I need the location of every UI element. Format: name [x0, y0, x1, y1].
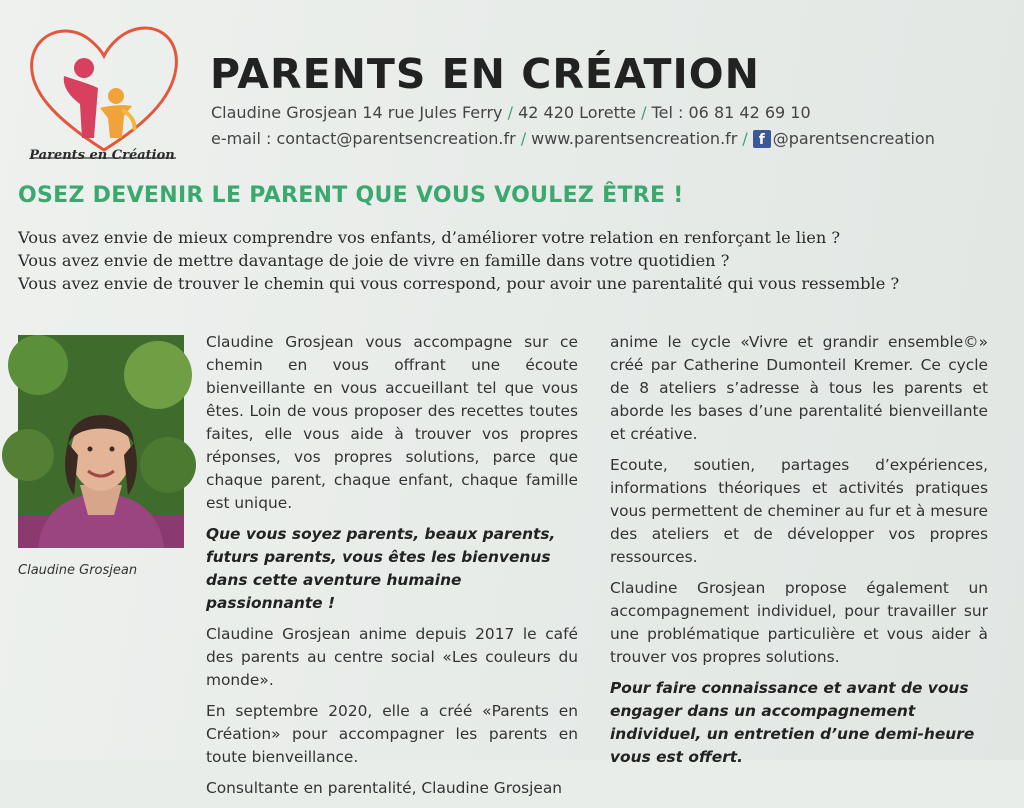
website-link[interactable]: www.parentsencreation.fr: [531, 129, 738, 148]
paragraph: Ecoute, soutien, partages d’expériences, informations théoriques et activités pratiques vous permettent de cheminer au fur et à mesure des ateliers et de développer vos propres ressources.: [610, 456, 988, 566]
emphasis-paragraph: Pour faire connaissance et avant de vous engager dans un accompagnement individuel, un entretien d’une demi-heure vous est offert.: [610, 679, 975, 766]
contact-line-1: [211, 103, 811, 122]
intro-questions: [18, 226, 1008, 295]
headline: OSEZ DEVENIR LE PARENT QUE VOUS VOULEZ ÊTRE !: [18, 183, 684, 208]
paragraph: Claudine Grosjean anime depuis 2017 le café des parents au centre social «Les couleurs du monde».: [206, 625, 578, 689]
separator: /: [742, 129, 748, 148]
paragraph: En septembre 2020, elle a créé «Parents en Création» pour accompagner les parents en toute bienveillance.: [206, 702, 578, 766]
intro-line: Vous avez envie de mettre davantage de joie de vivre en famille dans votre quotidien ?: [18, 251, 730, 270]
facebook-handle[interactable]: @parentsencreation: [772, 129, 935, 148]
postal-code: 42 420 Lorette: [518, 103, 637, 122]
address: Claudine Grosjean 14 rue Jules Ferry: [211, 103, 503, 122]
heart-logo-icon: [24, 18, 184, 168]
article-column-left: [206, 331, 578, 808]
paragraph: anime le cycle «Vivre et grandir ensemble©» créé par Catherine Dumonteil Kremer. Ce cycle de 8 ateliers s’adresse à tous les parents et aborde les bases d’une parentalité bienveillante et créative.: [610, 333, 988, 443]
facebook-icon[interactable]: f: [753, 130, 771, 148]
intro-line: Vous avez envie de mieux comprendre vos enfants, d’améliorer votre relation en renforçant le lien ?: [18, 228, 841, 247]
emphasis-paragraph: Que vous soyez parents, beaux parents, futurs parents, vous êtes les bienvenus dans cette aventure humaine passionnante !: [206, 525, 556, 612]
phone-number[interactable]: Tel : 06 81 42 69 10: [651, 103, 811, 122]
photo-caption: Claudine Grosjean: [18, 563, 138, 578]
separator: /: [520, 129, 527, 148]
paragraph: Consultante en parentalité, Claudine Grosjean: [206, 779, 563, 797]
paragraph: Claudine Grosjean vous accompagne sur ce chemin en vous offrant une écoute bienveillante en vous accueillant tel que vous êtes. Loin de vous proposer des recettes toutes faites, elle vous aide à trouver vos propres réponses, vos propres solutions, parce que chaque parent, chaque enfant, chaque famille est unique.: [206, 333, 578, 512]
logo-caption: Parents en Création: [29, 148, 175, 163]
separator: /: [507, 103, 513, 122]
portrait-photo: [18, 335, 184, 548]
paragraph: Claudine Grosjean propose également un accompagnement individuel, pour travailler sur une problématique particulière et vous aider à trouver vos propres solutions.: [610, 579, 988, 666]
parents-en-creation-logo: [24, 18, 184, 168]
email-link[interactable]: e-mail : contact@parentsencreation.fr: [211, 129, 516, 148]
article-column-right: [610, 331, 988, 777]
separator: /: [641, 103, 647, 122]
intro-line: Vous avez envie de trouver le chemin qui vous correspond, pour avoir une parentalité qui vous ressemble ?: [18, 274, 900, 293]
contact-line-2: [211, 129, 935, 148]
page-title: PARENTS EN CRÉATION: [210, 50, 760, 98]
